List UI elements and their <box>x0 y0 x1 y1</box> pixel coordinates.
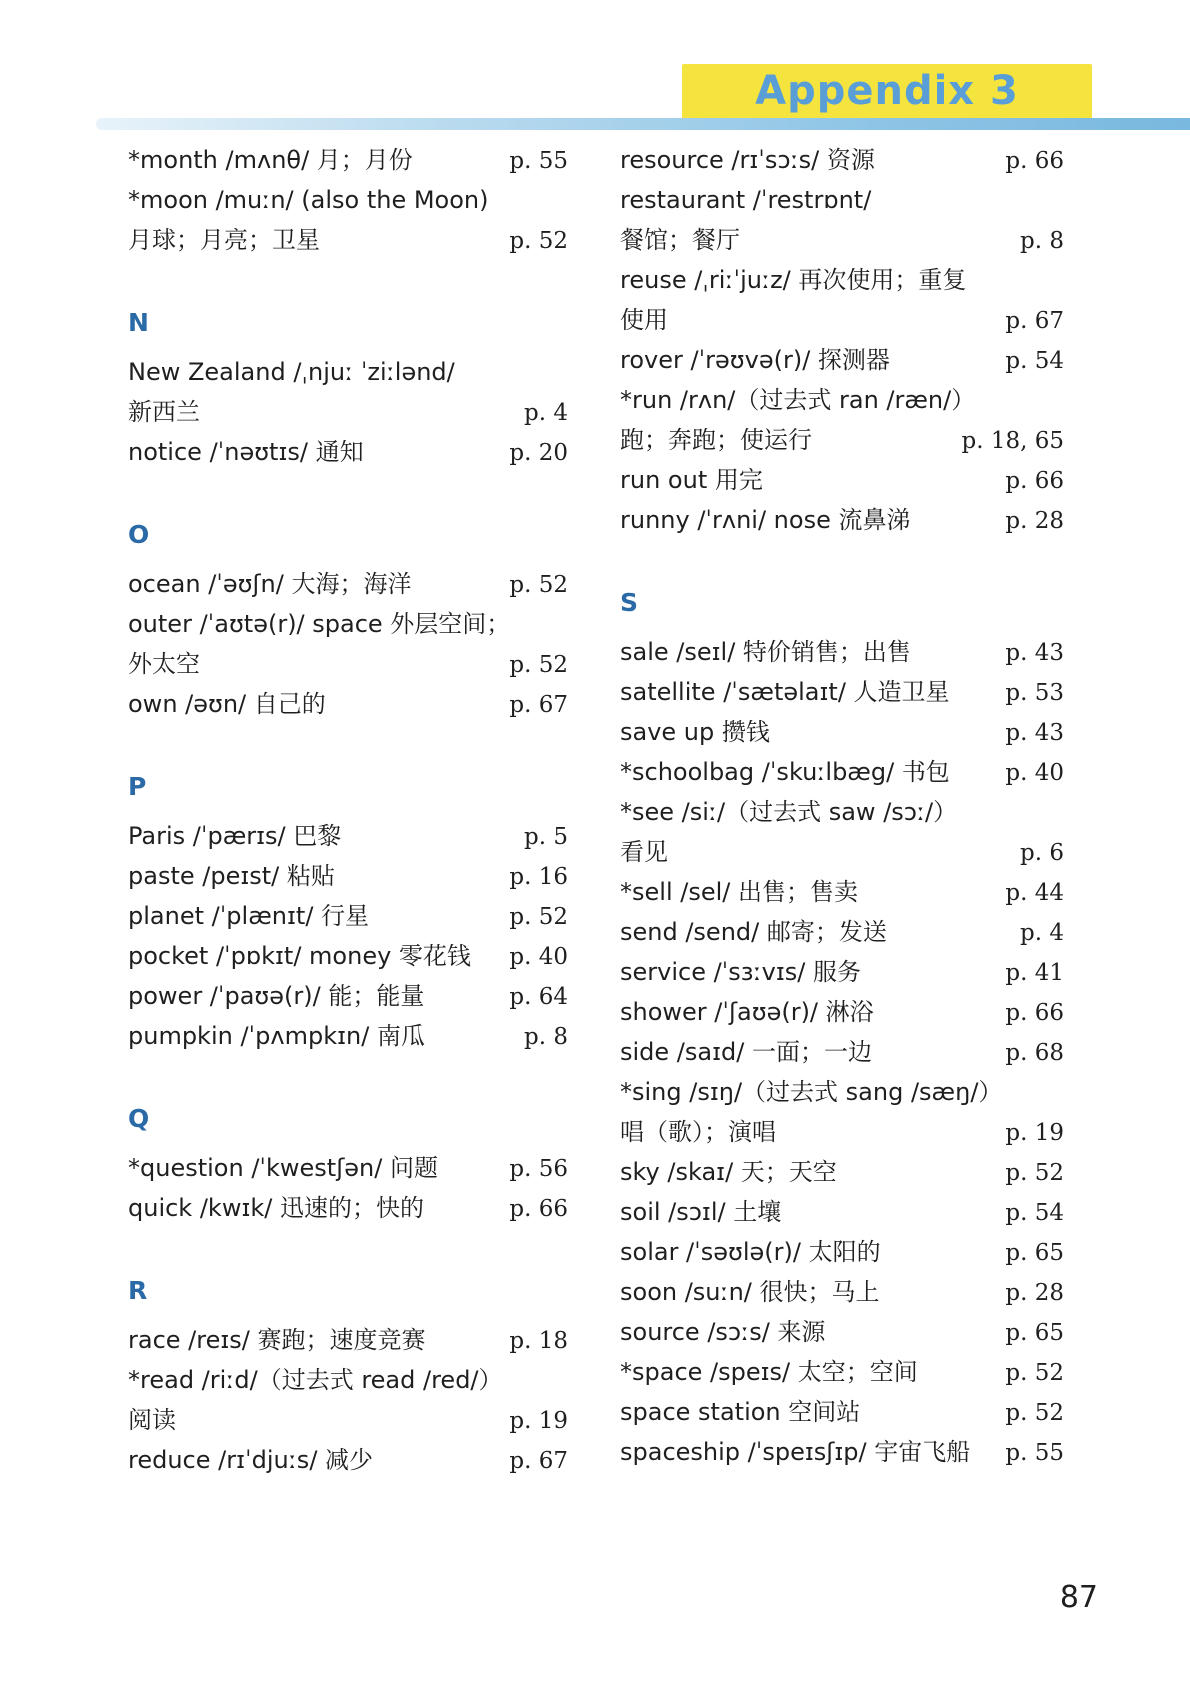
page-reference: p. 18 <box>509 1328 568 1354</box>
page-reference: p. 4 <box>524 400 568 426</box>
entry-line <box>620 1392 1064 1432</box>
entry-text: *schoolbag /ˈskuːlbæg/ 书包 <box>620 758 950 786</box>
entry-line <box>128 644 568 684</box>
entry-text: reuse /ˌriːˈjuːz/ 再次使用；重复 <box>620 266 967 294</box>
page-reference: p. 8 <box>524 1024 568 1050</box>
glossary-entry <box>128 684 568 724</box>
glossary-column-right <box>620 140 1064 1472</box>
glossary-entry <box>620 260 1064 340</box>
entry-line <box>620 952 1064 992</box>
entry-text: *read /riːd/（过去式 read /red/） <box>128 1366 503 1394</box>
page-reference: p. 53 <box>1005 680 1064 706</box>
glossary-entry <box>128 856 568 896</box>
entry-line <box>128 220 568 260</box>
entry-line <box>128 392 568 432</box>
entry-text: soil /sɔɪl/ 土壤 <box>620 1198 782 1226</box>
entry-line <box>620 300 1064 340</box>
entry-text: *see /siː/（过去式 saw /sɔː/） <box>620 798 958 826</box>
entry-line <box>620 1072 1064 1112</box>
page-reference: p. 5 <box>524 824 568 850</box>
entry-text: pocket /ˈpɒkɪt/ money 零花钱 <box>128 942 471 970</box>
page-number: 87 <box>1059 1580 1098 1615</box>
page-reference: p. 28 <box>1005 1280 1064 1306</box>
page-reference: p. 52 <box>509 572 568 598</box>
page-reference: p. 64 <box>509 984 568 1010</box>
entry-text: power /ˈpaʊə(r)/ 能；能量 <box>128 982 425 1010</box>
page-reference: p. 18, 65 <box>961 428 1064 454</box>
glossary-entry <box>620 992 1064 1032</box>
glossary-entry <box>128 1016 568 1056</box>
entry-line <box>128 1188 568 1228</box>
glossary-entry <box>128 1320 568 1360</box>
glossary-entry <box>620 1352 1064 1392</box>
entry-text: Paris /ˈpærɪs/ 巴黎 <box>128 822 342 850</box>
glossary-entry <box>128 1148 568 1188</box>
section-letter: O <box>128 520 150 549</box>
entry-text: 新西兰 <box>128 398 200 426</box>
entry-text: 看见 <box>620 838 668 866</box>
entry-line <box>620 912 1064 952</box>
page-reference: p. 40 <box>509 944 568 970</box>
glossary-entry <box>128 604 568 684</box>
entry-text: notice /ˈnəʊtɪs/ 通知 <box>128 438 364 466</box>
glossary-entry <box>128 896 568 936</box>
entry-text: solar /ˈsəʊlə(r)/ 太阳的 <box>620 1238 881 1266</box>
entry-text: pumpkin /ˈpʌmpkɪn/ 南瓜 <box>128 1022 425 1050</box>
glossary-entry <box>620 1192 1064 1232</box>
glossary-entry <box>620 180 1064 260</box>
entry-text: sale /seɪl/ 特价销售；出售 <box>620 638 911 666</box>
page-reference: p. 19 <box>1005 1120 1064 1146</box>
entry-line <box>620 992 1064 1032</box>
page-reference: p. 54 <box>1005 348 1064 374</box>
entry-text: 阅读 <box>128 1406 176 1434</box>
page-reference: p. 55 <box>1005 1440 1064 1466</box>
entry-text: paste /peɪst/ 粘贴 <box>128 862 335 890</box>
entry-line <box>620 180 1064 220</box>
entry-text: side /saɪd/ 一面；一边 <box>620 1038 872 1066</box>
entry-line <box>620 1032 1064 1072</box>
entry-text: 唱（歌）；演唱 <box>620 1118 776 1146</box>
entry-line <box>128 180 568 220</box>
glossary-entry <box>620 952 1064 992</box>
glossary-entry <box>620 672 1064 712</box>
entry-text: 跑；奔跑；使运行 <box>620 426 812 454</box>
entry-line <box>620 1112 1064 1152</box>
glossary-entry <box>128 816 568 856</box>
entry-line <box>128 856 568 896</box>
glossary-entry <box>128 976 568 1016</box>
glossary-entry <box>620 380 1064 460</box>
glossary-entry <box>620 792 1064 872</box>
entry-line <box>620 500 1064 540</box>
entry-line <box>128 1016 568 1056</box>
entry-line <box>620 752 1064 792</box>
entry-line <box>128 604 568 644</box>
glossary-entry <box>128 936 568 976</box>
appendix-tab <box>682 64 1092 118</box>
page-reference: p. 52 <box>509 228 568 254</box>
entry-line <box>620 420 1064 460</box>
entry-line <box>128 1400 568 1440</box>
entry-text: planet /ˈplænɪt/ 行星 <box>128 902 370 930</box>
entry-text: *space /speɪs/ 太空；空间 <box>620 1358 918 1386</box>
glossary-entry <box>620 1312 1064 1352</box>
header-rule <box>96 118 1190 130</box>
entry-text: run out 用完 <box>620 466 763 494</box>
entry-line <box>620 832 1064 872</box>
entry-text: resource /rɪˈsɔːs/ 资源 <box>620 146 875 174</box>
glossary-entry <box>128 352 568 432</box>
section-letter: N <box>128 308 149 337</box>
glossary-entry <box>620 500 1064 540</box>
glossary-entry <box>620 1232 1064 1272</box>
entry-text: *moon /muːn/ (also the Moon) <box>128 186 489 214</box>
page-reference: p. 66 <box>1005 148 1064 174</box>
page-reference: p. 54 <box>1005 1200 1064 1226</box>
entry-line <box>620 1192 1064 1232</box>
page-reference: p. 19 <box>509 1408 568 1434</box>
glossary-column-left <box>128 140 568 1480</box>
entry-line <box>620 632 1064 672</box>
glossary-entry <box>128 140 568 180</box>
entry-line <box>620 672 1064 712</box>
section-letter: Q <box>128 1104 150 1133</box>
glossary-entry <box>620 1072 1064 1152</box>
page-reference: p. 68 <box>1005 1040 1064 1066</box>
section-letter: S <box>620 588 639 617</box>
entry-text: reduce /rɪˈdjuːs/ 减少 <box>128 1446 374 1474</box>
page-reference: p. 52 <box>509 652 568 678</box>
entry-line <box>128 1440 568 1480</box>
page-reference: p. 20 <box>509 440 568 466</box>
page-reference: p. 28 <box>1005 508 1064 534</box>
entry-text: rover /ˈrəʊvə(r)/ 探测器 <box>620 346 890 374</box>
entry-text: service /ˈsɜːvɪs/ 服务 <box>620 958 861 986</box>
entry-text: 使用 <box>620 306 668 334</box>
entry-line <box>620 1272 1064 1312</box>
entry-text: sky /skaɪ/ 天；天空 <box>620 1158 837 1186</box>
glossary-entry <box>620 1152 1064 1192</box>
entry-text: restaurant /ˈrestrɒnt/ <box>620 186 872 214</box>
page-reference: p. 6 <box>1020 840 1064 866</box>
entry-line <box>620 340 1064 380</box>
page-reference: p. 55 <box>509 148 568 174</box>
entry-text: *run /rʌn/（过去式 ran /ræn/） <box>620 386 976 414</box>
entry-line <box>128 140 568 180</box>
glossary-entry <box>620 140 1064 180</box>
entry-text: *sing /sɪŋ/（过去式 sang /sæŋ/） <box>620 1078 1003 1106</box>
glossary-entry <box>620 872 1064 912</box>
page-title: Appendix 3 <box>755 68 1019 114</box>
entry-line <box>620 220 1064 260</box>
entry-text: shower /ˈʃaʊə(r)/ 淋浴 <box>620 998 874 1026</box>
glossary-entry <box>620 340 1064 380</box>
entry-line <box>128 1360 568 1400</box>
page-reference: p. 40 <box>1005 760 1064 786</box>
entry-line <box>620 712 1064 752</box>
entry-text: 月球；月亮；卫星 <box>128 226 320 254</box>
glossary-entry <box>128 432 568 472</box>
entry-line <box>128 936 568 976</box>
entry-line <box>620 1432 1064 1472</box>
glossary-entry <box>128 180 568 260</box>
page-reference: p. 44 <box>1005 880 1064 906</box>
entry-line <box>128 684 568 724</box>
glossary-entry <box>620 1432 1064 1472</box>
glossary-entry <box>620 460 1064 500</box>
entry-line <box>620 380 1064 420</box>
page-reference: p. 43 <box>1005 640 1064 666</box>
glossary-entry <box>620 1392 1064 1432</box>
entry-line <box>620 1352 1064 1392</box>
glossary-entry <box>620 752 1064 792</box>
entry-text: runny /ˈrʌni/ nose 流鼻涕 <box>620 506 911 534</box>
entry-line <box>620 792 1064 832</box>
page-reference: p. 52 <box>1005 1400 1064 1426</box>
entry-line <box>128 816 568 856</box>
entry-line <box>620 1152 1064 1192</box>
glossary-entry <box>620 712 1064 752</box>
page-reference: p. 8 <box>1020 228 1064 254</box>
entry-line <box>620 260 1064 300</box>
entry-text: 外太空 <box>128 650 200 678</box>
page-reference: p. 66 <box>1005 468 1064 494</box>
page-reference: p. 43 <box>1005 720 1064 746</box>
glossary-entry <box>620 1272 1064 1312</box>
entry-line <box>128 896 568 936</box>
entry-line <box>128 976 568 1016</box>
entry-text: *question /ˈkwestʃən/ 问题 <box>128 1154 438 1182</box>
entry-line <box>128 432 568 472</box>
glossary-entry <box>128 1188 568 1228</box>
page-reference: p. 56 <box>509 1156 568 1182</box>
page-reference: p. 66 <box>1005 1000 1064 1026</box>
entry-text: quick /kwɪk/ 迅速的；快的 <box>128 1194 424 1222</box>
entry-line <box>128 1320 568 1360</box>
entry-text: outer /ˈaʊtə(r)/ space 外层空间； <box>128 610 511 638</box>
glossary-entry <box>128 564 568 604</box>
entry-text: *sell /sel/ 出售；售卖 <box>620 878 858 906</box>
page-reference: p. 67 <box>509 692 568 718</box>
page-reference: p. 16 <box>509 864 568 890</box>
section-letter: P <box>128 772 147 801</box>
page-reference: p. 4 <box>1020 920 1064 946</box>
glossary-entry <box>620 912 1064 952</box>
entry-text: soon /suːn/ 很快；马上 <box>620 1278 880 1306</box>
entry-text: spaceship /ˈspeɪsʃɪp/ 宇宙飞船 <box>620 1438 971 1466</box>
page-reference: p. 66 <box>509 1196 568 1222</box>
entry-line <box>620 1232 1064 1272</box>
section-letter: R <box>128 1276 148 1305</box>
page-reference: p. 52 <box>509 904 568 930</box>
glossary-entry <box>128 1360 568 1440</box>
entry-text: own /əʊn/ 自己的 <box>128 690 326 718</box>
entry-text: New Zealand /ˌnjuː ˈziːlənd/ <box>128 358 455 386</box>
page-reference: p. 65 <box>1005 1320 1064 1346</box>
entry-text: satellite /ˈsætəlaɪt/ 人造卫星 <box>620 678 950 706</box>
glossary-entry <box>620 632 1064 672</box>
entry-text: source /sɔːs/ 来源 <box>620 1318 826 1346</box>
entry-line <box>128 564 568 604</box>
entry-text: save up 攒钱 <box>620 718 770 746</box>
page-reference: p. 41 <box>1005 960 1064 986</box>
entry-text: send /send/ 邮寄；发送 <box>620 918 887 946</box>
entry-text: 餐馆；餐厅 <box>620 226 740 254</box>
entry-line <box>128 1148 568 1188</box>
entry-line <box>620 872 1064 912</box>
entry-line <box>620 460 1064 500</box>
page-reference: p. 67 <box>1005 308 1064 334</box>
page-reference: p. 52 <box>1005 1360 1064 1386</box>
entry-text: ocean /ˈəʊʃn/ 大海；海洋 <box>128 570 412 598</box>
page-reference: p. 67 <box>509 1448 568 1474</box>
glossary-entry <box>128 1440 568 1480</box>
page-reference: p. 52 <box>1005 1160 1064 1186</box>
entry-text: space station 空间站 <box>620 1398 861 1426</box>
entry-line <box>128 352 568 392</box>
entry-text: race /reɪs/ 赛跑；速度竞赛 <box>128 1326 426 1354</box>
entry-text: *month /mʌnθ/ 月；月份 <box>128 146 413 174</box>
entry-line <box>620 1312 1064 1352</box>
glossary-entry <box>620 1032 1064 1072</box>
entry-line <box>620 140 1064 180</box>
page-reference: p. 65 <box>1005 1240 1064 1266</box>
